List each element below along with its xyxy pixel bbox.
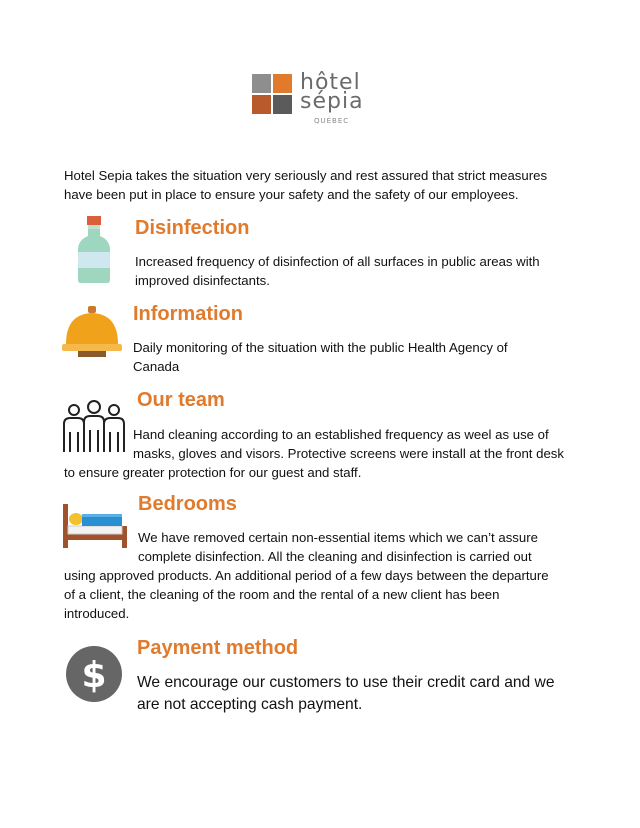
section-text-bedrooms-rest: using approved products. An additional period of a few days between the departure of a client, the cleaning of the room and the rental of a new client has been introduced.: [64, 568, 549, 621]
logo-square-orange: [273, 74, 292, 93]
logo-square-rust: [252, 95, 271, 114]
section-text-our-team-rest: masks, gloves and visors. Protective screens were install at the front desk to ensure greater protection for our guest and staff.: [64, 446, 564, 480]
logo-word-sepia: sépia: [300, 89, 364, 114]
svg-text:$: $: [81, 655, 107, 696]
section-title-payment-method: Payment method: [137, 637, 299, 659]
section-title-bedrooms: Bedrooms: [138, 493, 237, 515]
bell-icon: [60, 306, 124, 358]
dollar-icon: [66, 646, 122, 702]
intro-paragraph: Hotel Sepia takes the situation very seriously and rest assured that strict measures have been put in place to ensure your safety and the safety of our employees.: [64, 168, 548, 202]
logo-square-dark: [273, 95, 292, 114]
section-title-disinfection: Disinfection: [135, 217, 250, 239]
logo-word-quebec: QUÉBEC: [314, 117, 350, 125]
section-text-bedrooms-line1: We have removed certain non-essential items which we can’t assure: [138, 530, 538, 545]
logo-word-hotel: hôtel: [300, 70, 361, 95]
section-text-bedrooms-line2: complete disinfection. All the cleaning and disinfection is carried out: [138, 549, 532, 564]
hotel-logo: [252, 70, 376, 130]
section-text-disinfection: Increased frequency of disinfection of all surfaces in public areas with improved disinfectants.: [135, 254, 540, 288]
section-title-information: Information: [133, 303, 243, 325]
bottle-icon: [76, 216, 112, 284]
section-title-our-team: Our team: [137, 389, 225, 411]
section-text-payment-method: We encourage our customers to use their credit card and we are not accepting cash payment.: [137, 674, 555, 713]
logo-square-gray: [252, 74, 271, 93]
bed-icon: [62, 500, 128, 548]
section-text-our-team-line1: Hand cleaning according to an established frequency as weel as use of: [133, 427, 549, 442]
section-text-information: Daily monitoring of the situation with the public Health Agency of Canada: [133, 340, 508, 374]
